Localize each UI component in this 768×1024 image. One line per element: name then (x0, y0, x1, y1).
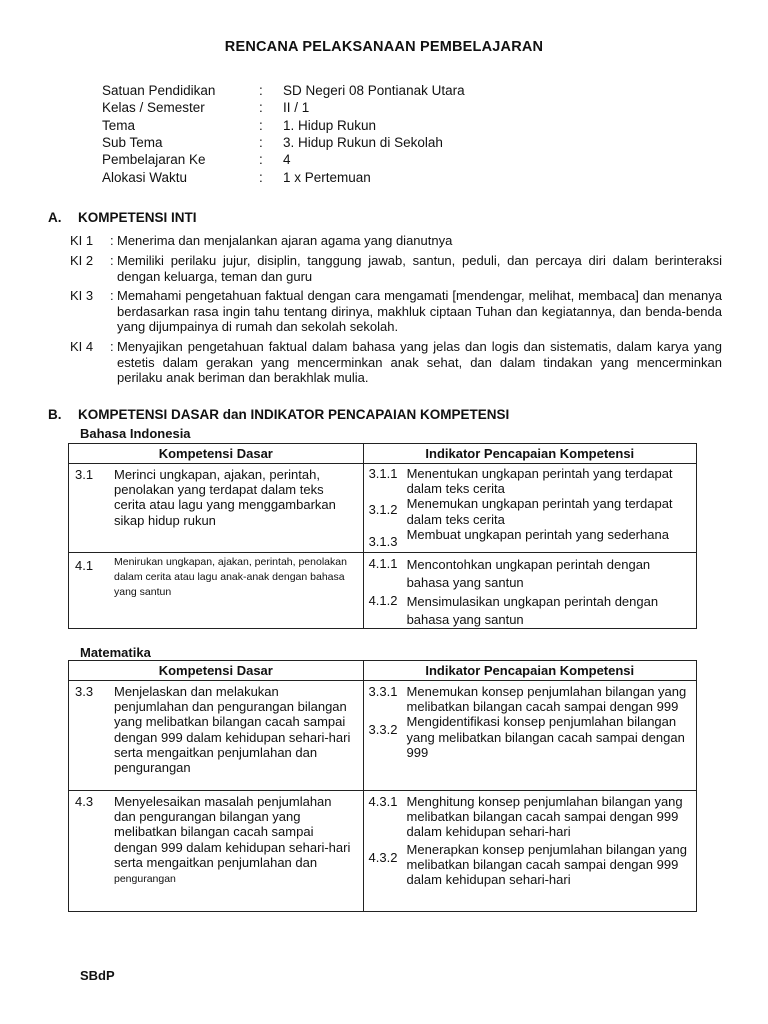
subject-matematika: Matematika (80, 645, 151, 660)
table-header-row (69, 661, 697, 681)
indicator-code: 4.3.1 (368, 794, 398, 809)
info-value: 1. Hidup Rukun (283, 118, 377, 133)
section-title: KOMPETENSI INTI (78, 210, 197, 225)
info-colon: : (259, 152, 263, 167)
indicator-text: Mengidentifikasi konsep penjumlahan bilangan yang melibatkan bilangan cacah sampai dengan 999 (406, 714, 685, 760)
header-kompetensi-dasar: Kompetensi Dasar (69, 661, 364, 681)
ki-code: KI 3 (70, 288, 94, 303)
section-b-heading (48, 407, 509, 422)
ki-item-3 (70, 288, 722, 335)
info-value: 4 (283, 152, 291, 167)
ki-colon: : (110, 233, 114, 248)
indicator-item (364, 556, 696, 591)
info-colon: : (259, 135, 263, 150)
indicator-code: 4.1.1 (368, 556, 398, 571)
indicator-item (364, 684, 696, 714)
section-letter: B. (48, 407, 62, 422)
ki-code: KI 2 (70, 253, 94, 268)
ki-code: KI 4 (70, 339, 94, 354)
indicator-code: 3.1.3 (368, 533, 398, 549)
indicator-text: Menerapkan konsep penjumlahan bilangan yang melibatkan bilangan cacah sampai dengan 999 dalam kehidupan sehari-hari (406, 841, 687, 888)
info-label: Kelas / Semester (102, 100, 205, 115)
ki-item-1 (70, 233, 722, 249)
kd-text-tail: pengurangan (114, 873, 176, 886)
info-value: SD Negeri 08 Pontianak Utara (283, 83, 465, 98)
section-title: KOMPETENSI DASAR dan INDIKATOR PENCAPAIAN KOMPETENSI (78, 407, 510, 422)
indicator-text: Mencontohkan ungkapan perintah dengan bahasa yang santun (406, 557, 651, 590)
ki-code: KI 1 (70, 233, 94, 248)
info-label: Tema (102, 118, 136, 133)
document-title: RENCANA PELAKSANAAN PEMBELAJARAN (224, 39, 544, 55)
kd-text: Menjelaskan dan melakukan penjumlahan dan pengurangan bilangan yang melibatkan bilangan cacah sampai dengan 999 dalam kehidupan sehari-hari serta mengaitkan penjumlahan dan pengurangan (114, 684, 351, 776)
info-label: Alokasi Waktu (102, 170, 188, 185)
indicator-text: Menemukan konsep penjumlahan bilangan yang melibatkan bilangan cacah sampai dengan 999 (406, 684, 687, 715)
header-indikator: Indikator Pencapaian Kompetensi (363, 444, 696, 464)
indicator-text: Menemukan ungkapan perintah yang terdapat dalam teks cerita (406, 496, 673, 527)
kd-code: 4.1 (75, 558, 94, 573)
ki-text: Menerima dan menjalankan ajaran agama yang dianutnya (117, 233, 453, 248)
indicator-item (364, 714, 696, 760)
subject-sbdp: SBdP (80, 968, 115, 983)
kd-code: 3.1 (75, 467, 94, 482)
indicator-text: Menentukan ungkapan perintah yang terdapat dalam teks cerita (406, 466, 673, 497)
indicator-code: 4.1.2 (368, 593, 398, 608)
info-label: Sub Tema (102, 135, 163, 150)
kd-code: 4.3 (75, 794, 94, 809)
info-colon: : (259, 170, 263, 185)
section-a-heading (48, 210, 197, 225)
indicator-text: Mensimulasikan ungkapan perintah dengan bahasa yang santun (406, 594, 659, 627)
ki-colon: : (110, 288, 114, 303)
table-bahasa-indonesia (68, 443, 697, 629)
indicator-cell (363, 553, 696, 629)
kd-cell (69, 791, 364, 912)
info-label: Pembelajaran Ke (102, 152, 206, 167)
ki-colon: : (110, 339, 114, 354)
section-letter: A. (48, 210, 62, 225)
subject-bahasa-indonesia: Bahasa Indonesia (80, 426, 191, 441)
kd-text: Menirukan ungkapan, ajakan, perintah, penolakan dalam cerita atau lagu anak-anak dengan bahasa yang santun (114, 556, 347, 598)
kd-cell (69, 553, 364, 629)
indicator-item (364, 526, 696, 549)
info-value: 3. Hidup Rukun di Sekolah (283, 135, 443, 150)
header-kompetensi-dasar: Kompetensi Dasar (69, 444, 364, 464)
kd-text: Merinci ungkapan, ajakan, perintah, penolakan yang terdapat dalam teks cerita atau lagu yang menggambarkan sikap hidup rukun (114, 467, 336, 528)
table-row (69, 553, 697, 629)
indicator-cell (363, 464, 696, 553)
table-row (69, 791, 697, 912)
indicator-code: 3.3.1 (368, 684, 398, 699)
indicator-code: 3.3.2 (368, 722, 398, 738)
info-colon: : (259, 83, 263, 98)
kd-text (114, 794, 357, 888)
table-row (69, 464, 697, 553)
indicator-code: 3.1.1 (368, 466, 398, 481)
indicator-text: Membuat ungkapan perintah yang sederhana (406, 526, 669, 542)
indicator-cell (363, 681, 696, 791)
indicator-cell (363, 791, 696, 912)
indicator-text: Menghitung konsep penjumlahan bilangan yang melibatkan bilangan cacah sampai dengan 999 dalam kehidupan sehari-hari (406, 794, 683, 840)
ki-item-4 (70, 339, 722, 386)
info-label: Satuan Pendidikan (102, 83, 216, 98)
ki-text: Memahami pengetahuan faktual dengan cara mengamati [mendengar, melihat, membaca] dan menanya berdasarkan rasa ingin tahu tentang dirinya, makhluk ciptaan Tuhan dan kegiatannya, dan benda-benda yang dijumpainya di rumah dan sekolah sekolah. (117, 288, 722, 334)
kd-cell (69, 681, 364, 791)
indicator-item (364, 466, 696, 496)
ki-text: Menyajikan pengetahuan faktual dalam bahasa yang jelas dan logis dan sistematis, dalam karya yang estetis dalam gerakan yang mencerminkan anak sehat, dan dalam tindakan yang mencerminkan perilaku anak beriman dan berakhlak mulia. (117, 339, 722, 385)
table-row (69, 681, 697, 791)
info-value: 1 x Pertemuan (283, 170, 371, 185)
indicator-code: 3.1.2 (368, 502, 398, 518)
kd-cell (69, 464, 364, 553)
indicator-item (364, 593, 696, 628)
indicator-code: 4.3.2 (368, 849, 398, 865)
kd-code: 3.3 (75, 684, 94, 699)
ki-text: Memiliki perilaku jujur, disiplin, tanggung jawab, santun, peduli, dan percaya diri dalam berinteraksi dengan keluarga, teman dan guru (117, 253, 722, 284)
table-header-row (69, 444, 697, 464)
table-matematika (68, 660, 697, 912)
ki-colon: : (110, 253, 114, 268)
kd-text-main: Menyelesaikan masalah penjumlahan dan pengurangan bilangan yang melibatkan bilangan cacah sampai dengan 999 dalam kehidupan sehari-hari serta mengaitkan penjumlahan dan (114, 794, 351, 870)
info-colon: : (259, 100, 263, 115)
indicator-item (364, 496, 696, 526)
info-value: II / 1 (283, 100, 310, 115)
info-colon: : (259, 118, 263, 133)
header-indikator: Indikator Pencapaian Kompetensi (363, 661, 696, 681)
indicator-item (364, 842, 696, 888)
indicator-item (364, 794, 696, 840)
ki-item-2 (70, 253, 722, 284)
